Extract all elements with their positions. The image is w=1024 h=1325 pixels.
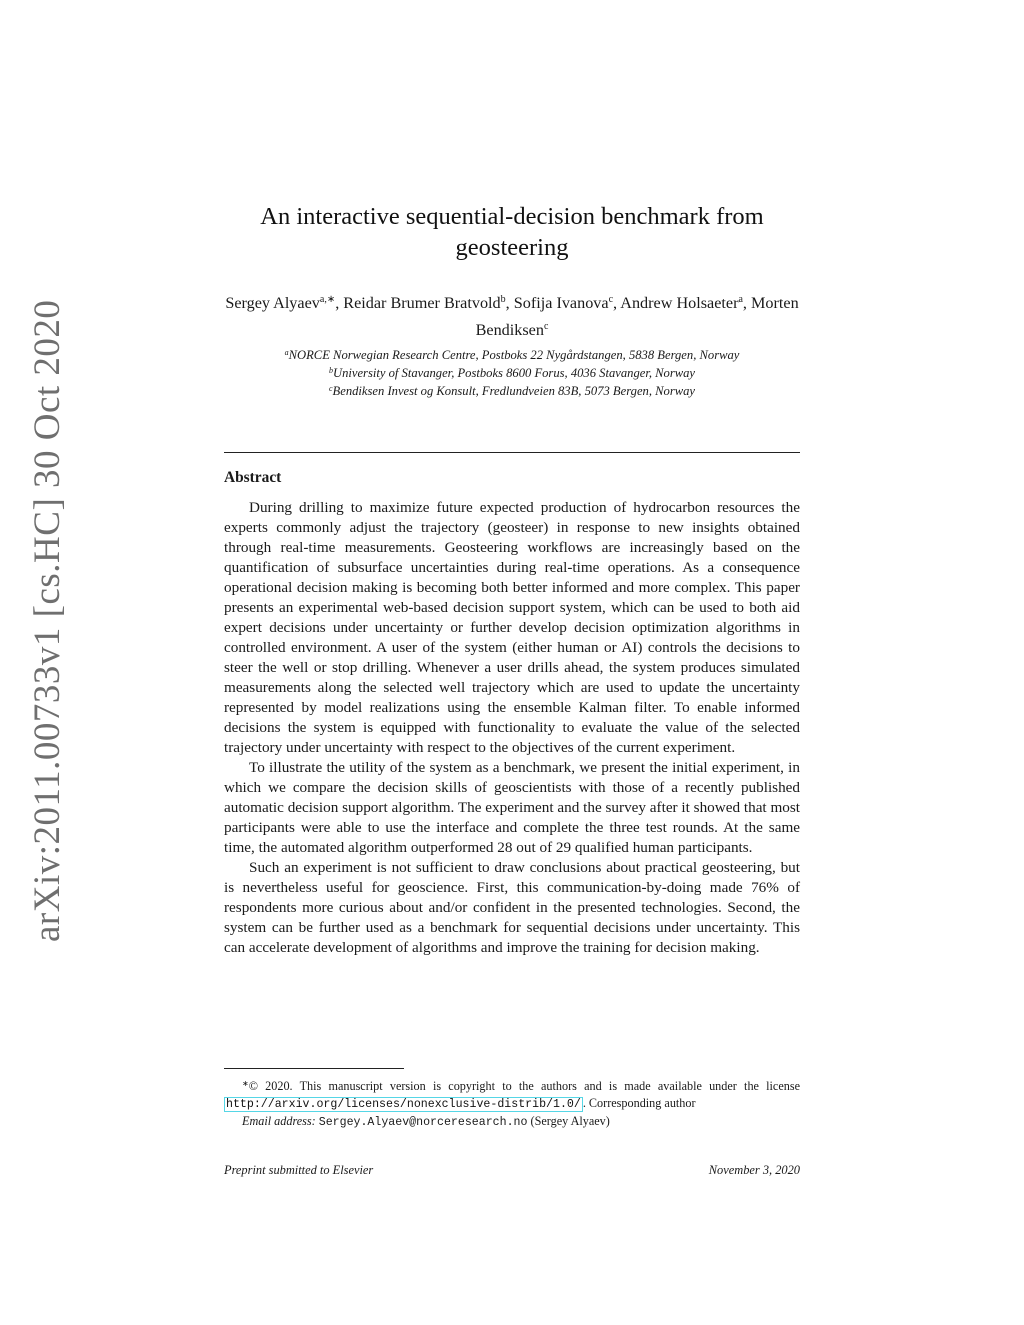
paper-title: An interactive sequential-decision benchmark from geosteering (260, 203, 764, 261)
arxiv-identifier: arXiv:2011.00733v1 [cs.HC] 30 Oct 2020 (27, 299, 68, 942)
affiliation-item: $^a$NORCE Norwegian Research Centre, Postboks 22 Nygårdstangen, 5838 Bergen, Norway (284, 348, 740, 362)
author-affiliation-marker: a,∗ (319, 294, 336, 305)
author-name: Reidar Brumer Bratvold (343, 294, 501, 312)
author-name: Sofija Ivanova (513, 294, 609, 312)
footnote-marker: ∗ (242, 1079, 249, 1088)
author-list: Sergey Alyaev$^{a,∗}$, Reidar Brumer Bratvold$^b$, Sofija Ivanova$^c$, Andrew Holsaeter$^a$, Morten Bendiksen$^c$ (225, 294, 799, 339)
author-name: Morten Bendiksen (475, 294, 799, 339)
abstract-heading: Abstract (224, 469, 282, 486)
preprint-note: Preprint submitted to Elsevier (224, 1163, 374, 1177)
affiliation-item: $^c$Bendiksen Invest og Konsult, Fredlundveien 83B, 5073 Bergen, Norway (328, 384, 696, 398)
footnote-email (224, 1113, 800, 1131)
author-affiliation-marker: c (543, 321, 549, 332)
abstract-paragraph: To illustrate the utility of the system as a benchmark, we present the initial experiment, in which we compare the decision skills of geoscientists with those of a recently published automatic decision support algorithm. The experiment and the survey after it showed that most participants were able to use the interface and complete the three test rounds. At the same time, the automated algorithm outperformed 28 out of 29 qualified human participants. (224, 759, 800, 856)
footnote-copyright: ∗© 2020. This manuscript version is copyright to the authors and is made available under the license http://arxiv.org/licenses/nonexclusive-distrib/1.0/ . Corresponding author (226, 1079, 800, 1111)
author-name: Sergey Alyaev (225, 294, 320, 312)
author-affiliation-marker: c (608, 294, 614, 305)
email-address[interactable]: Sergey.Alyaev@norceresearch.no (318, 1116, 528, 1129)
copyright-icon: © (248, 1079, 258, 1093)
abstract-body (224, 498, 800, 958)
affiliation-item: $^b$University of Stavanger, Postboks 8600 Forus, 4036 Stavanger, Norway (328, 366, 696, 380)
email-label: Email address: (242, 1114, 316, 1128)
footnote (224, 1075, 800, 1131)
author-affiliation-marker: b (500, 294, 506, 305)
license-link[interactable]: http://arxiv.org/licenses/nonexclusive-distrib/1.0/ (226, 1098, 581, 1111)
affiliation-list (222, 345, 802, 399)
email-owner: (Sergey Alyaev) (530, 1114, 610, 1128)
abstract-paragraph: During drilling to maximize future expected production of hydrocarbon resources the experts commonly adjust the trajectory (geosteer) in response to new insights obtained through real-time measurements. Geosteering workflows are increasingly based on the quantification of subsurface uncertainties during real-time operations. As a consequence operational decision making is becoming both better informed and more complex. This paper presents an experimental web-based decision support system, which can be used to both aid expert decisions under uncertainty or further develop decision optimization algorithms in controlled environment. A user of the system (either human or AI) controls the decisions to steer the well or stop drilling. Whenever a user drills ahead, the system produces simulated measurements along the selected well trajectory which are used to update the uncertainty represented by model realizations using the ensemble Kalman filter. To enable informed decisions the system is equipped with functionality to evaluate the value of the selected trajectory under uncertainty with respect to the objectives of the current experiment. (224, 499, 800, 756)
abstract-paragraph: Such an experiment is not sufficient to draw conclusions about practical geosteering, but is nevertheless useful for geoscience. First, this communication-by-doing made 76% of respondents more curious about and/or confident in the presented technologies. Second, the system can be further used as a benchmark for sequential decisions under uncertainty. This can accelerate development of algorithms and improve the training for decision making. (224, 859, 800, 956)
author-affiliation-marker: a (738, 294, 743, 305)
author-name: Andrew Holsaeter (620, 294, 739, 312)
preprint-date: November 3, 2020 (708, 1163, 800, 1177)
footnote-rule (224, 1068, 404, 1069)
horizontal-rule (224, 452, 800, 453)
